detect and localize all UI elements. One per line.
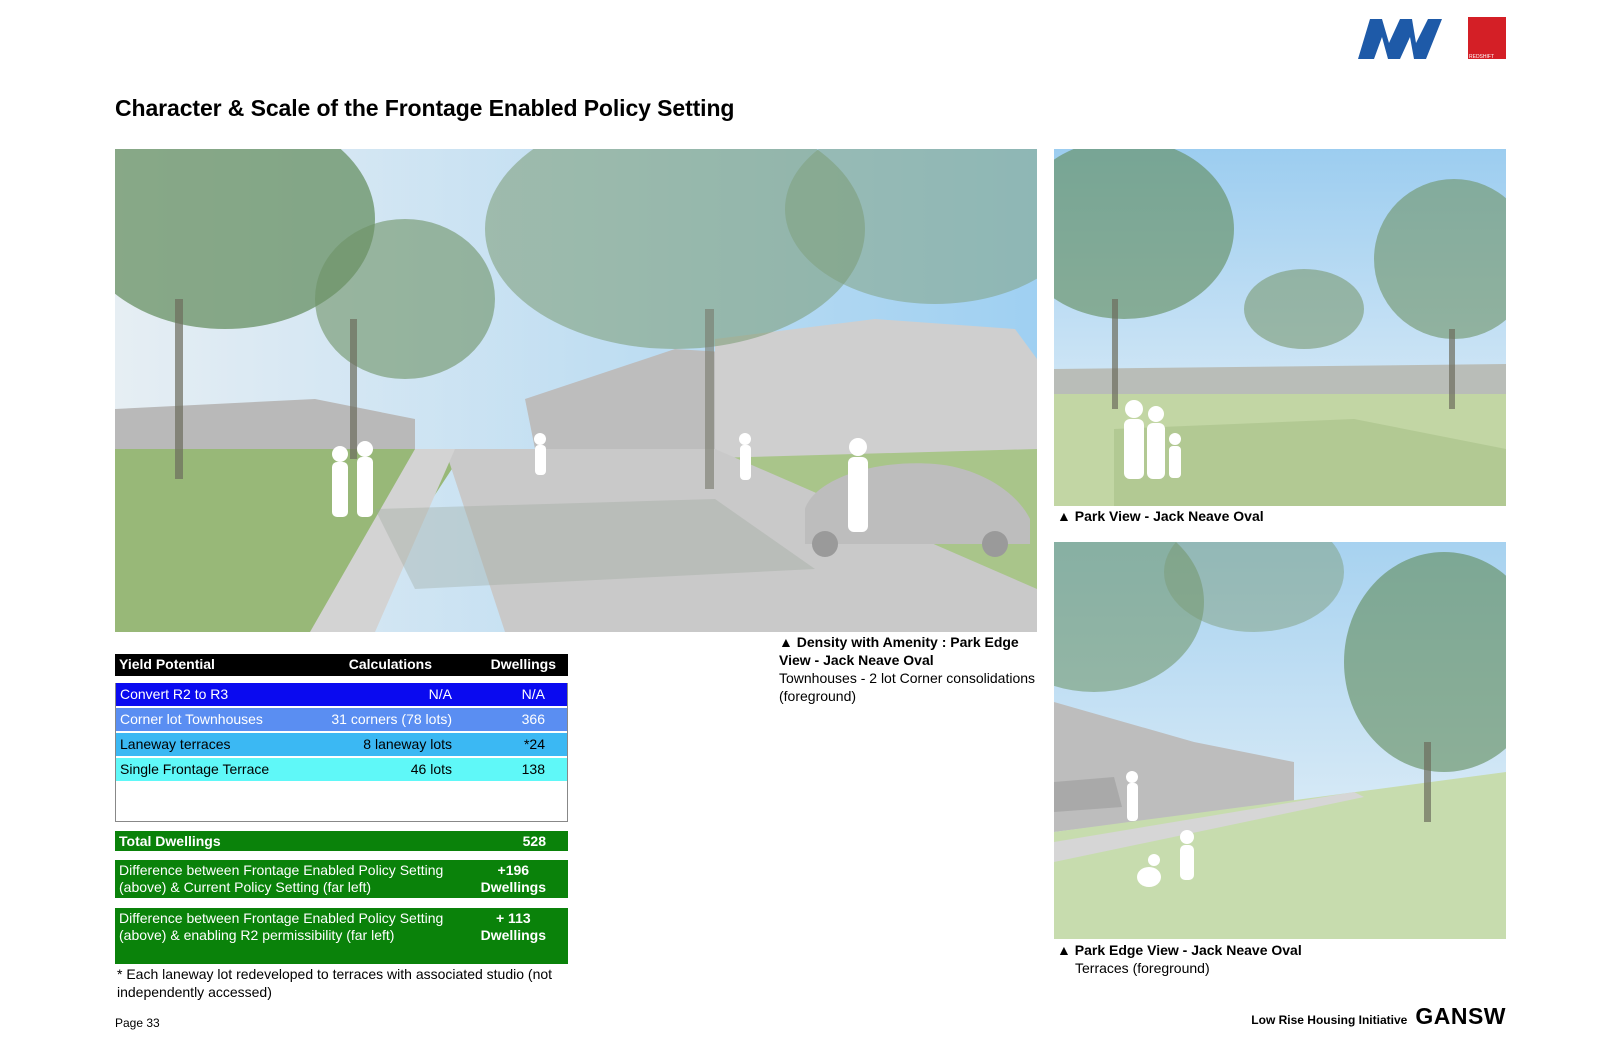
diff1-value: +196 — [497, 862, 530, 878]
row-calc: 8 laneway lots — [363, 736, 452, 752]
footer-brand — [1251, 1003, 1506, 1030]
diff2-value: + 113 — [495, 910, 531, 926]
edge-caption-text: Terraces (foreground) — [1075, 960, 1210, 976]
row-dwellings: 366 — [521, 711, 545, 727]
header-dwellings: Dwellings — [490, 656, 556, 672]
difference-current-policy-row — [115, 860, 568, 898]
difference-r2-permissibility-row — [115, 908, 568, 964]
diff2-text: Difference between Frontage Enabled Policy Setting (above) & enabling R2 permissibility (far left) — [119, 910, 444, 943]
total-label: Total Dwellings — [119, 833, 221, 849]
park-view-render — [1054, 149, 1506, 506]
diff1-text: Difference between Frontage Enabled Policy Setting (above) & Current Policy Setting (far left) — [119, 862, 444, 895]
page-number: Page 33 — [115, 1016, 160, 1030]
yield-row — [116, 758, 567, 781]
organisation-name: GANSW — [1415, 1003, 1506, 1029]
park-edge-caption — [1057, 941, 1302, 977]
park-edge-render — [1054, 542, 1506, 939]
park-view-caption — [1057, 507, 1264, 525]
main-render-caption — [779, 633, 1044, 705]
total-dwellings-row — [115, 831, 568, 851]
diff2-unit: Dwellings — [480, 927, 546, 943]
yield-row — [116, 683, 567, 706]
row-dwellings: 138 — [521, 761, 545, 777]
yield-table — [115, 654, 568, 964]
diff1-value-block — [481, 862, 546, 896]
yield-rows-box — [115, 683, 568, 822]
row-calc: 46 lots — [410, 761, 452, 777]
yield-row — [116, 733, 567, 756]
main-street-render — [115, 149, 1037, 632]
row-label: Laneway terraces — [120, 736, 231, 752]
footnote: * Each laneway lot redeveloped to terraces with associated studio (not independently accessed) — [117, 966, 553, 1000]
diff2-value-block — [481, 910, 546, 944]
header-yield-potential: Yield Potential — [119, 656, 215, 672]
row-dwellings: *24 — [523, 736, 545, 752]
edge-caption-title: ▲ Park Edge View - Jack Neave Oval — [1057, 942, 1302, 958]
row-calc: N/A — [428, 686, 452, 702]
main-caption-title: ▲ Density with Amenity : Park Edge View - Jack Neave Oval — [779, 634, 1019, 668]
company-logo — [1356, 17, 1506, 61]
diff1-unit: Dwellings — [480, 879, 546, 895]
logo-subtext: REDSHIFT — [1469, 54, 1494, 60]
yield-table-header — [115, 654, 568, 676]
page-title: Character & Scale of the Frontage Enabled Policy Setting — [115, 95, 735, 121]
park-caption-title: ▲ Park View - Jack Neave Oval — [1057, 508, 1264, 524]
row-label: Single Frontage Terrace — [120, 761, 270, 777]
row-dwellings: N/A — [521, 686, 545, 702]
header-calculations: Calculations — [348, 656, 432, 672]
total-value: 528 — [522, 833, 546, 849]
initiative-name: Low Rise Housing Initiative — [1251, 1013, 1408, 1027]
row-label: Convert R2 to R3 — [120, 686, 229, 702]
yield-row — [116, 708, 567, 731]
row-label: Corner lot Townhouses — [120, 711, 263, 727]
row-calc: 31 corners (78 lots) — [331, 711, 452, 727]
main-caption-text: Townhouses - 2 lot Corner consolidations (foreground) — [779, 670, 1036, 704]
